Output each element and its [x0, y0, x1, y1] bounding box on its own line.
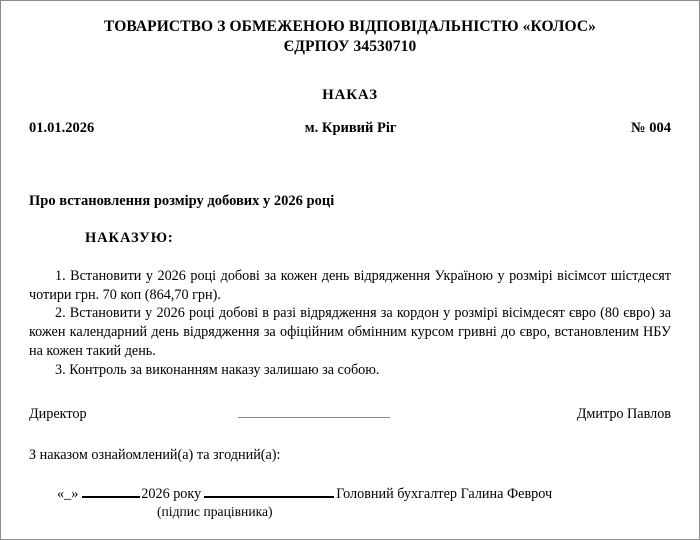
- acknowledgement-footer: [29, 486, 671, 520]
- organization-name: ТОВАРИСТВО З ОБМЕЖЕНОЮ ВІДПОВІДАЛЬНІСТЮ «КОЛОС»: [104, 18, 596, 35]
- director-signature-line: [238, 406, 390, 418]
- document-subject: Про встановлення розміру добових у 2026 році: [29, 192, 335, 209]
- document-type-heading: НАКАЗ: [322, 86, 378, 103]
- acknowledgement-year: 2026 року: [141, 485, 202, 502]
- document-number: № 004: [631, 119, 671, 136]
- month-blank-line: [82, 486, 140, 498]
- order-clause: 3. Контроль за виконанням наказу залишаю за собою.: [55, 362, 380, 379]
- employee-position-and-name: Головний бухгалтер Галина Февроч: [336, 485, 553, 502]
- employee-signature-caption: (підпис працівника): [157, 503, 273, 519]
- order-verb-heading: НАКАЗУЮ:: [85, 229, 174, 246]
- director-role-label: Директор: [29, 405, 87, 422]
- organization-registry-code: ЄДРПОУ 34530710: [283, 37, 417, 55]
- order-clause: 1. Встановити у 2026 році добові за кожен день відрядження Україною у розмірі вісімсот шістдесят чотири грн. 70 коп (864,70 грн).: [29, 267, 671, 303]
- day-quote-blank: «_»: [57, 485, 79, 502]
- acknowledgement-date-line: [57, 486, 671, 503]
- director-signature-area: [87, 406, 577, 418]
- employee-signature-blank-line: [204, 486, 334, 498]
- order-clauses: [29, 267, 671, 380]
- document-city: м. Кривий Ріг: [304, 119, 397, 136]
- director-name: Дмитро Павлов: [576, 405, 671, 422]
- director-signature-row: [29, 406, 671, 423]
- document-meta-row: [29, 120, 671, 137]
- document-date: 01.01.2026: [29, 119, 95, 136]
- organization-header: [29, 1, 671, 57]
- acknowledgement-text: З наказом ознайомлений(а) та згодний(а):: [29, 446, 281, 463]
- order-clause: 2. Встановити у 2026 році добові в разі відрядження за кордон у розмірі вісімдесят євро (80 євро) за кожен календарний день відрядження за офіційним обмінним курсом гривні до євро, встановленим НБУ на кожен такий день.: [29, 305, 671, 360]
